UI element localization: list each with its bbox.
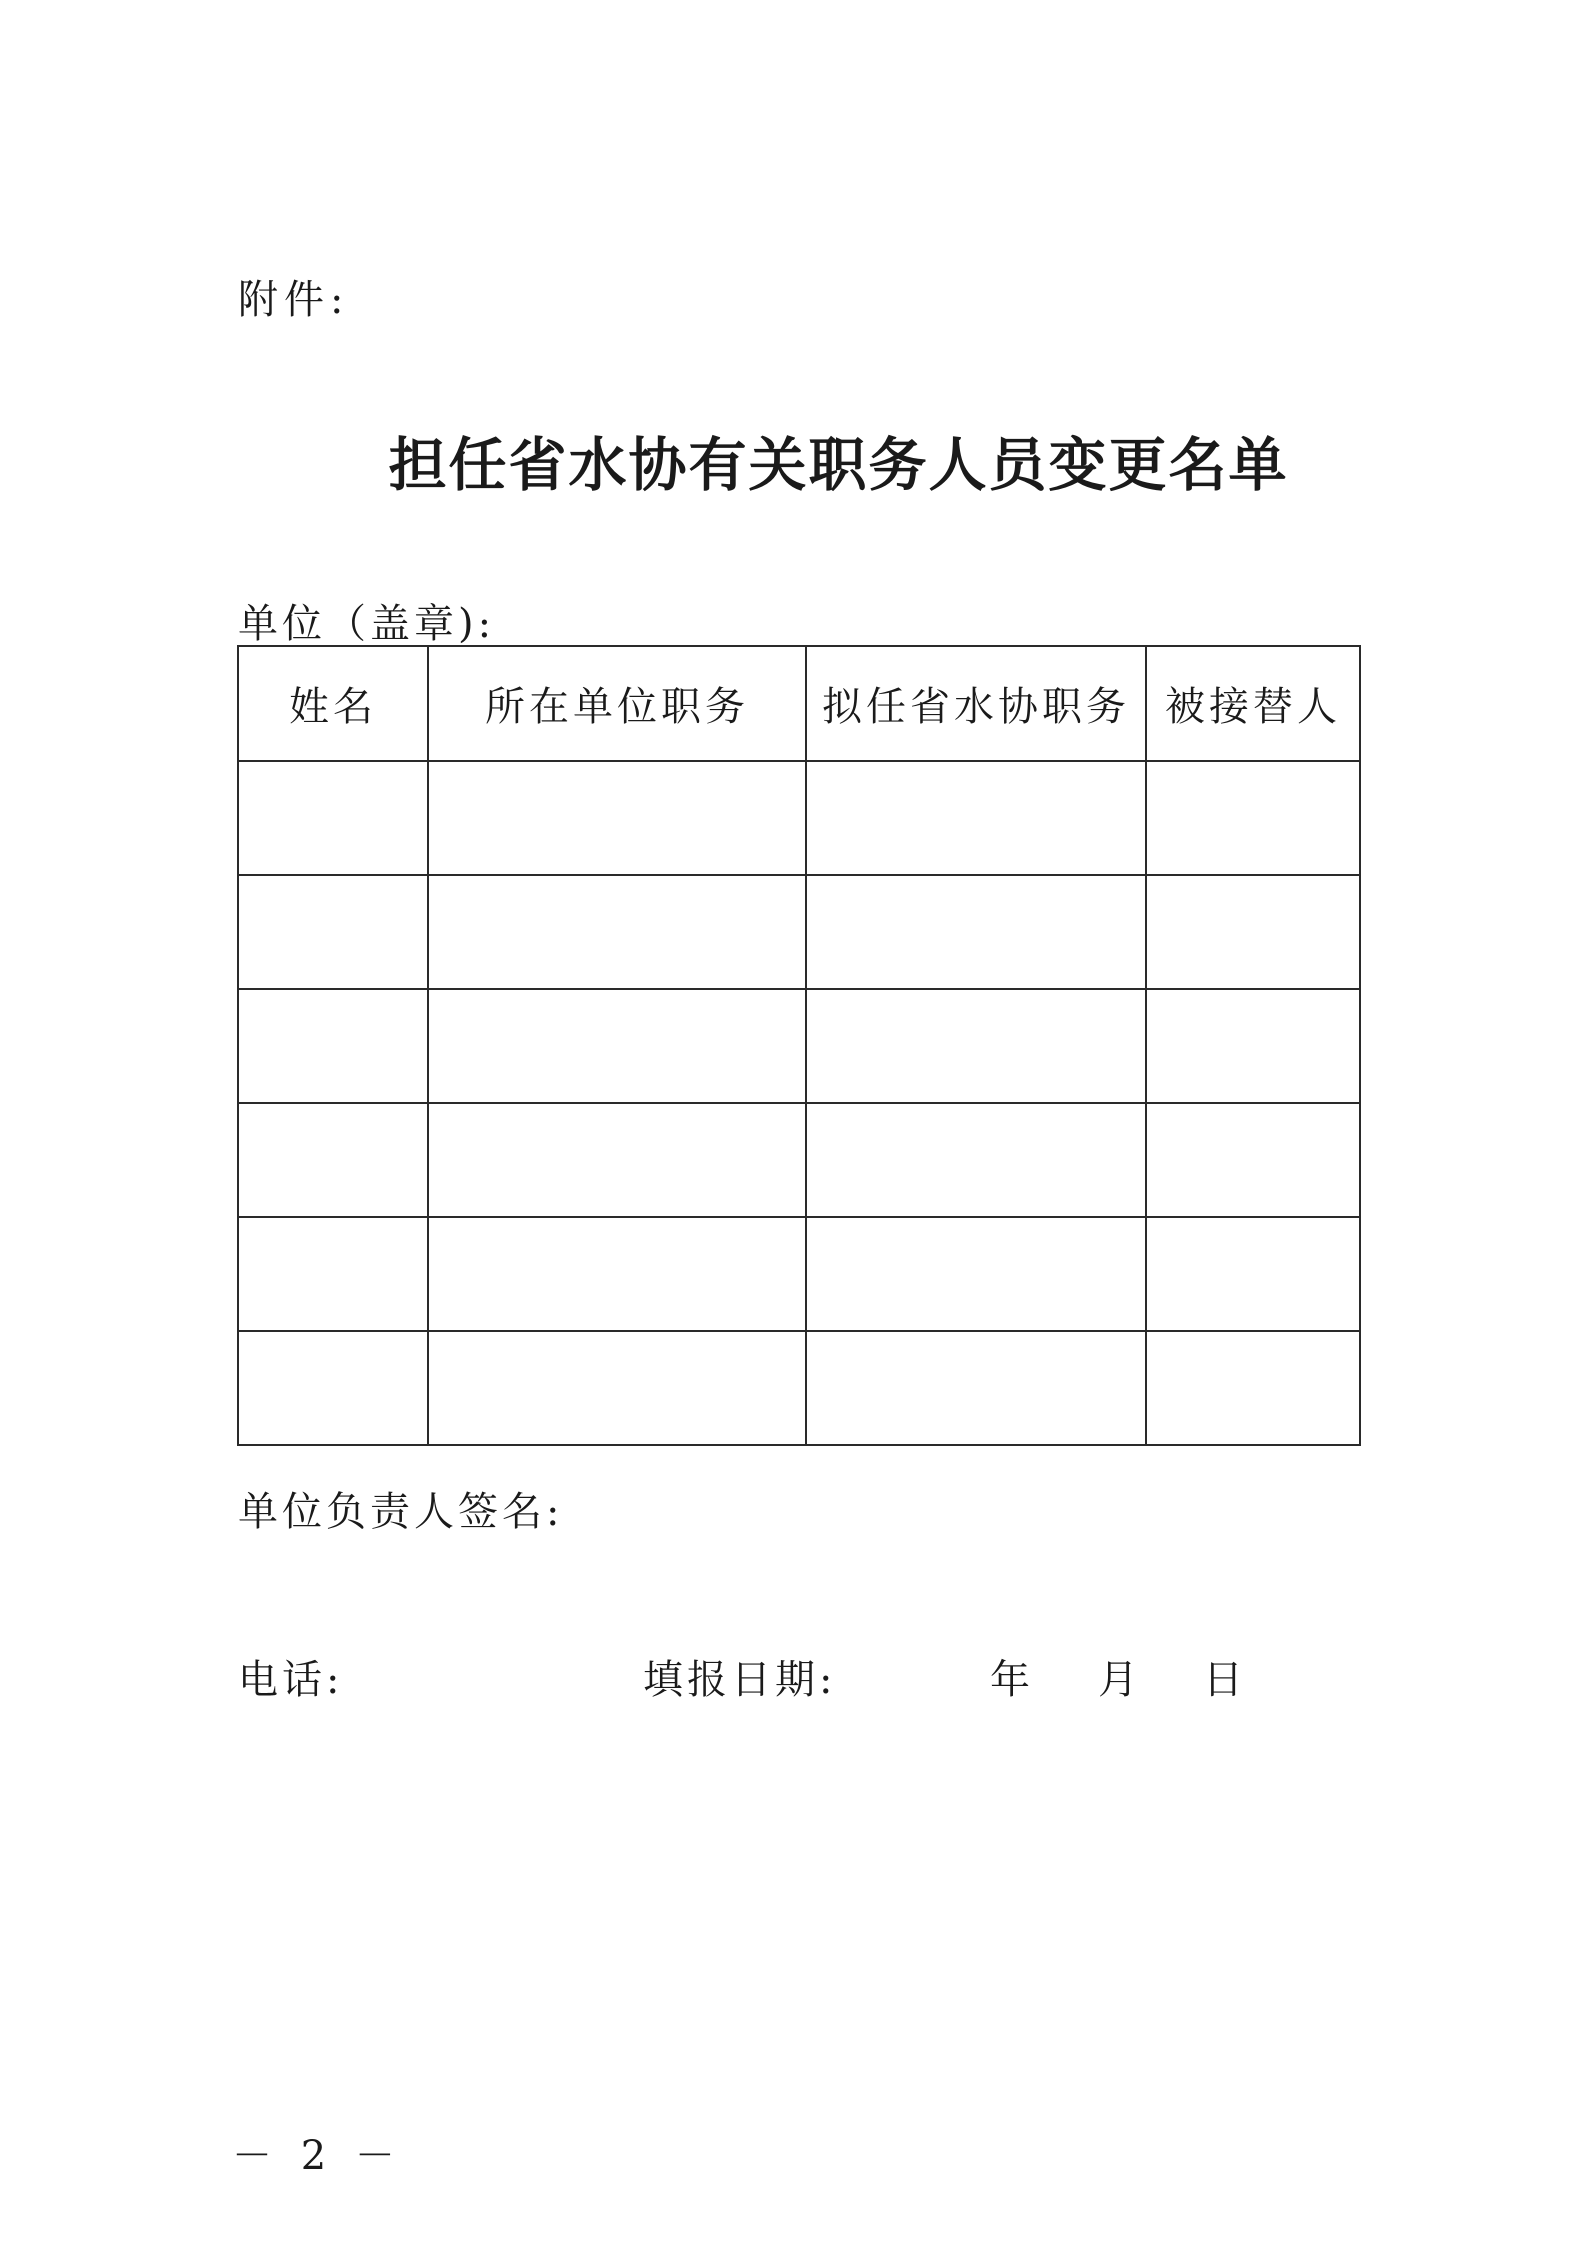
table-cell[interactable] bbox=[1146, 1103, 1360, 1217]
table-cell[interactable] bbox=[238, 875, 428, 989]
table-cell[interactable] bbox=[806, 1103, 1146, 1217]
table-cell[interactable] bbox=[238, 1217, 428, 1331]
table-cell[interactable] bbox=[428, 761, 806, 875]
table-cell[interactable] bbox=[428, 989, 806, 1103]
table-cell[interactable] bbox=[428, 875, 806, 989]
table-row bbox=[238, 761, 1360, 875]
header-name: 姓名 bbox=[238, 646, 428, 761]
table-cell[interactable] bbox=[238, 761, 428, 875]
date-month-label: 月 bbox=[1098, 1657, 1142, 1703]
table-cell[interactable] bbox=[806, 875, 1146, 989]
page-number: － 2 － bbox=[232, 2133, 403, 2179]
header-replaced-person: 被接替人 bbox=[1146, 646, 1360, 761]
table-cell[interactable] bbox=[806, 989, 1146, 1103]
table-cell[interactable] bbox=[1146, 875, 1360, 989]
table-row bbox=[238, 989, 1360, 1103]
table-cell[interactable] bbox=[1146, 989, 1360, 1103]
table-cell[interactable] bbox=[1146, 1217, 1360, 1331]
table-cell[interactable] bbox=[238, 989, 428, 1103]
attachment-label: 附件: bbox=[238, 277, 350, 323]
table-cell[interactable] bbox=[428, 1217, 806, 1331]
table-cell[interactable] bbox=[238, 1331, 428, 1445]
header-current-position: 所在单位职务 bbox=[428, 646, 806, 761]
personnel-change-table bbox=[237, 645, 1361, 1446]
date-year-label: 年 bbox=[990, 1657, 1034, 1703]
table-header-row bbox=[238, 646, 1360, 761]
phone-label: 电话: bbox=[238, 1657, 344, 1703]
unit-leader-signature-label: 单位负责人签名: bbox=[238, 1489, 564, 1535]
table-row bbox=[238, 1217, 1360, 1331]
table-cell[interactable] bbox=[806, 1217, 1146, 1331]
unit-stamp-label: 单位（盖章): bbox=[238, 601, 496, 647]
contact-date-line bbox=[238, 1648, 1247, 1708]
document-title: 担任省水协有关职务人员变更名单 bbox=[388, 431, 1289, 499]
table-cell[interactable] bbox=[1146, 761, 1360, 875]
date-day-label: 日 bbox=[1203, 1657, 1247, 1703]
table-row bbox=[238, 875, 1360, 989]
table-cell[interactable] bbox=[1146, 1331, 1360, 1445]
table-cell[interactable] bbox=[806, 761, 1146, 875]
table-cell[interactable] bbox=[428, 1331, 806, 1445]
table-row bbox=[238, 1331, 1360, 1445]
table-row bbox=[238, 1103, 1360, 1217]
table-cell[interactable] bbox=[806, 1331, 1146, 1445]
fill-date-label: 填报日期: bbox=[643, 1657, 837, 1703]
table-cell[interactable] bbox=[428, 1103, 806, 1217]
table-cell[interactable] bbox=[238, 1103, 428, 1217]
header-proposed-position: 拟任省水协职务 bbox=[806, 646, 1146, 761]
